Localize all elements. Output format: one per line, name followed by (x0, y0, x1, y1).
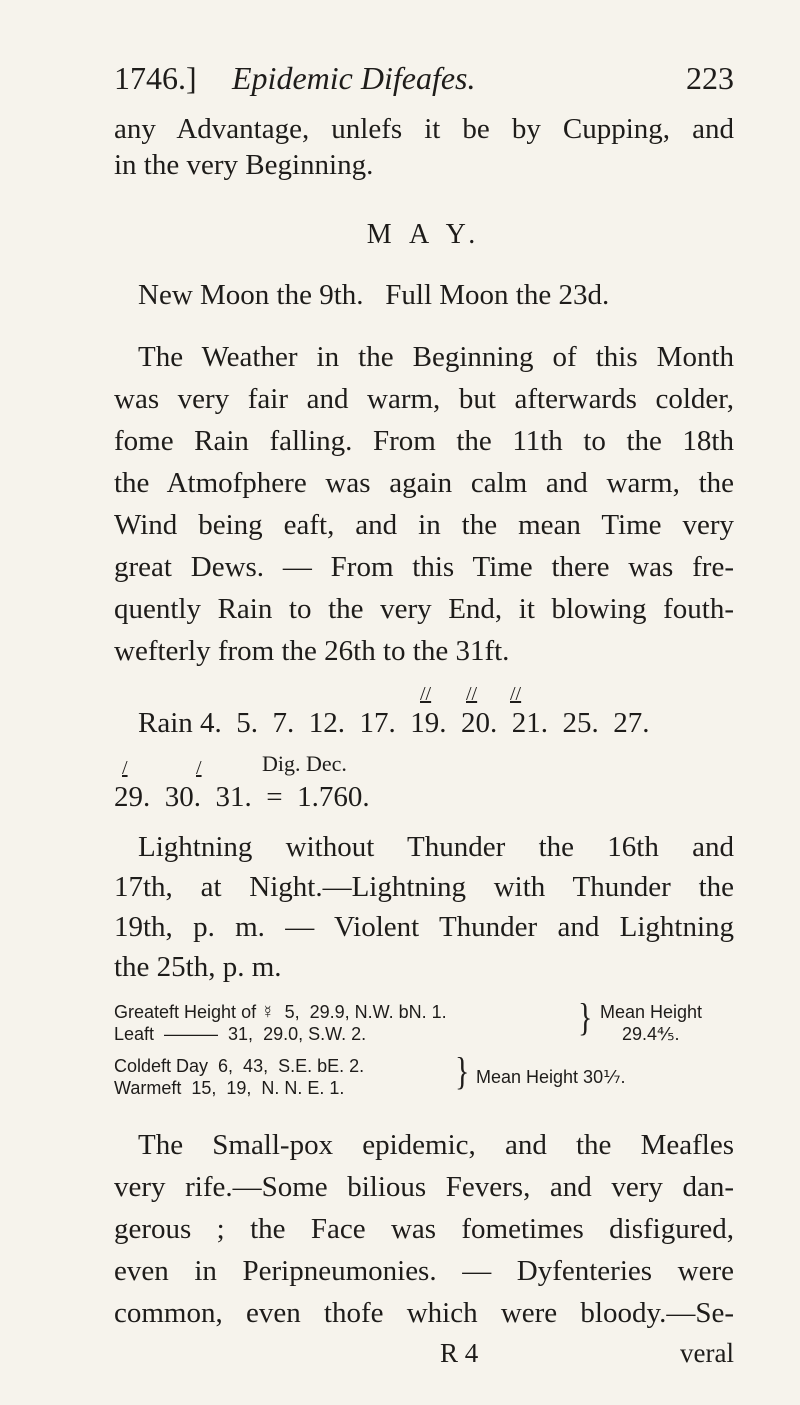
rain-mark: / (122, 757, 128, 779)
intro-line: in the very Beginning. (114, 149, 374, 181)
dig-dec-label: Dig. Dec. (262, 751, 347, 776)
weather-line: was very fair and warm, but afterwards colder, (114, 383, 734, 415)
page-number: 223 (686, 60, 734, 96)
mean-height-label: Mean Height (600, 1002, 703, 1022)
weather-line: the Atmofphere was again calm and warm, the (114, 467, 734, 499)
moon-phases: New Moon the 9th. Full Moon the 23d. (138, 279, 610, 311)
weather-line: wefterly from the 26th to the 31ft. (114, 635, 510, 667)
rain-mark: // (420, 683, 432, 705)
intro-line: any Advantage, unlefs it be by Cupping, and (114, 113, 734, 145)
weather-line: fome Rain falling. From the 11th to the 18th (114, 425, 734, 457)
rain-days: Rain 4. 5. 7. 12. 17. 19. 20. 21. 25. 27. (138, 707, 650, 739)
lightning-line: Lightning without Thunder the 16th and (138, 831, 734, 863)
coldest-day: Coldeft Day 6, 43, S.E. bE. 2. (114, 1056, 365, 1076)
lightning-line: the 25th, p. m. (114, 951, 282, 983)
signature-mark: R 4 (440, 1338, 479, 1368)
brace: } (455, 1050, 470, 1094)
mean-heat: Mean Height 30⅐. (476, 1067, 626, 1087)
rain-mark: // (466, 683, 478, 705)
weather-line: The Weather in the Beginning of this Month (138, 341, 734, 373)
weather-line: quently Rain to the very End, it blowing fouth- (114, 593, 734, 625)
lightning-line: 17th, at Night.—Lightning with Thunder the (114, 871, 734, 903)
month-heading: M A Y. (366, 219, 482, 250)
catchword: veral (680, 1338, 734, 1368)
weather-line: great Dews. — From this Time there was fre- (114, 551, 734, 583)
disease-line: common, even thofe which were bloody.—Se- (114, 1297, 734, 1329)
disease-line: gerous ; the Face was fometimes disfigured, (114, 1213, 734, 1245)
lightning-line: 19th, p. m. — Violent Thunder and Lightning (114, 911, 734, 943)
disease-line: The Small-pox epidemic, and the Meafles (138, 1129, 734, 1161)
warmest-day: Warmeft 15, 19, N. N. E. 1. (114, 1078, 345, 1098)
weather-line: Wind being eaft, and in the mean Time very (114, 509, 734, 541)
brace: } (578, 996, 593, 1040)
rain-mark: / (196, 757, 202, 779)
greatest-height: Greateft Height of ☿ 5, 29.9, N.W. bN. 1. (114, 1002, 447, 1022)
mean-height-value: 29.4⅘. (622, 1024, 680, 1044)
rain-mark: // (510, 683, 522, 705)
header-title: Epidemic Difeafes. (232, 60, 476, 96)
rain-days: 29. 30. 31. = 1.760. (114, 781, 370, 813)
running-header (114, 60, 734, 100)
disease-line: very rife.—Some bilious Fevers, and very dan- (114, 1171, 734, 1203)
least-height: Leaft ——— 31, 29.0, S.W. 2. (114, 1024, 367, 1044)
header-year: 1746.] (114, 60, 197, 96)
disease-line: even in Peripneumonies. — Dyfenteries were (114, 1255, 734, 1287)
